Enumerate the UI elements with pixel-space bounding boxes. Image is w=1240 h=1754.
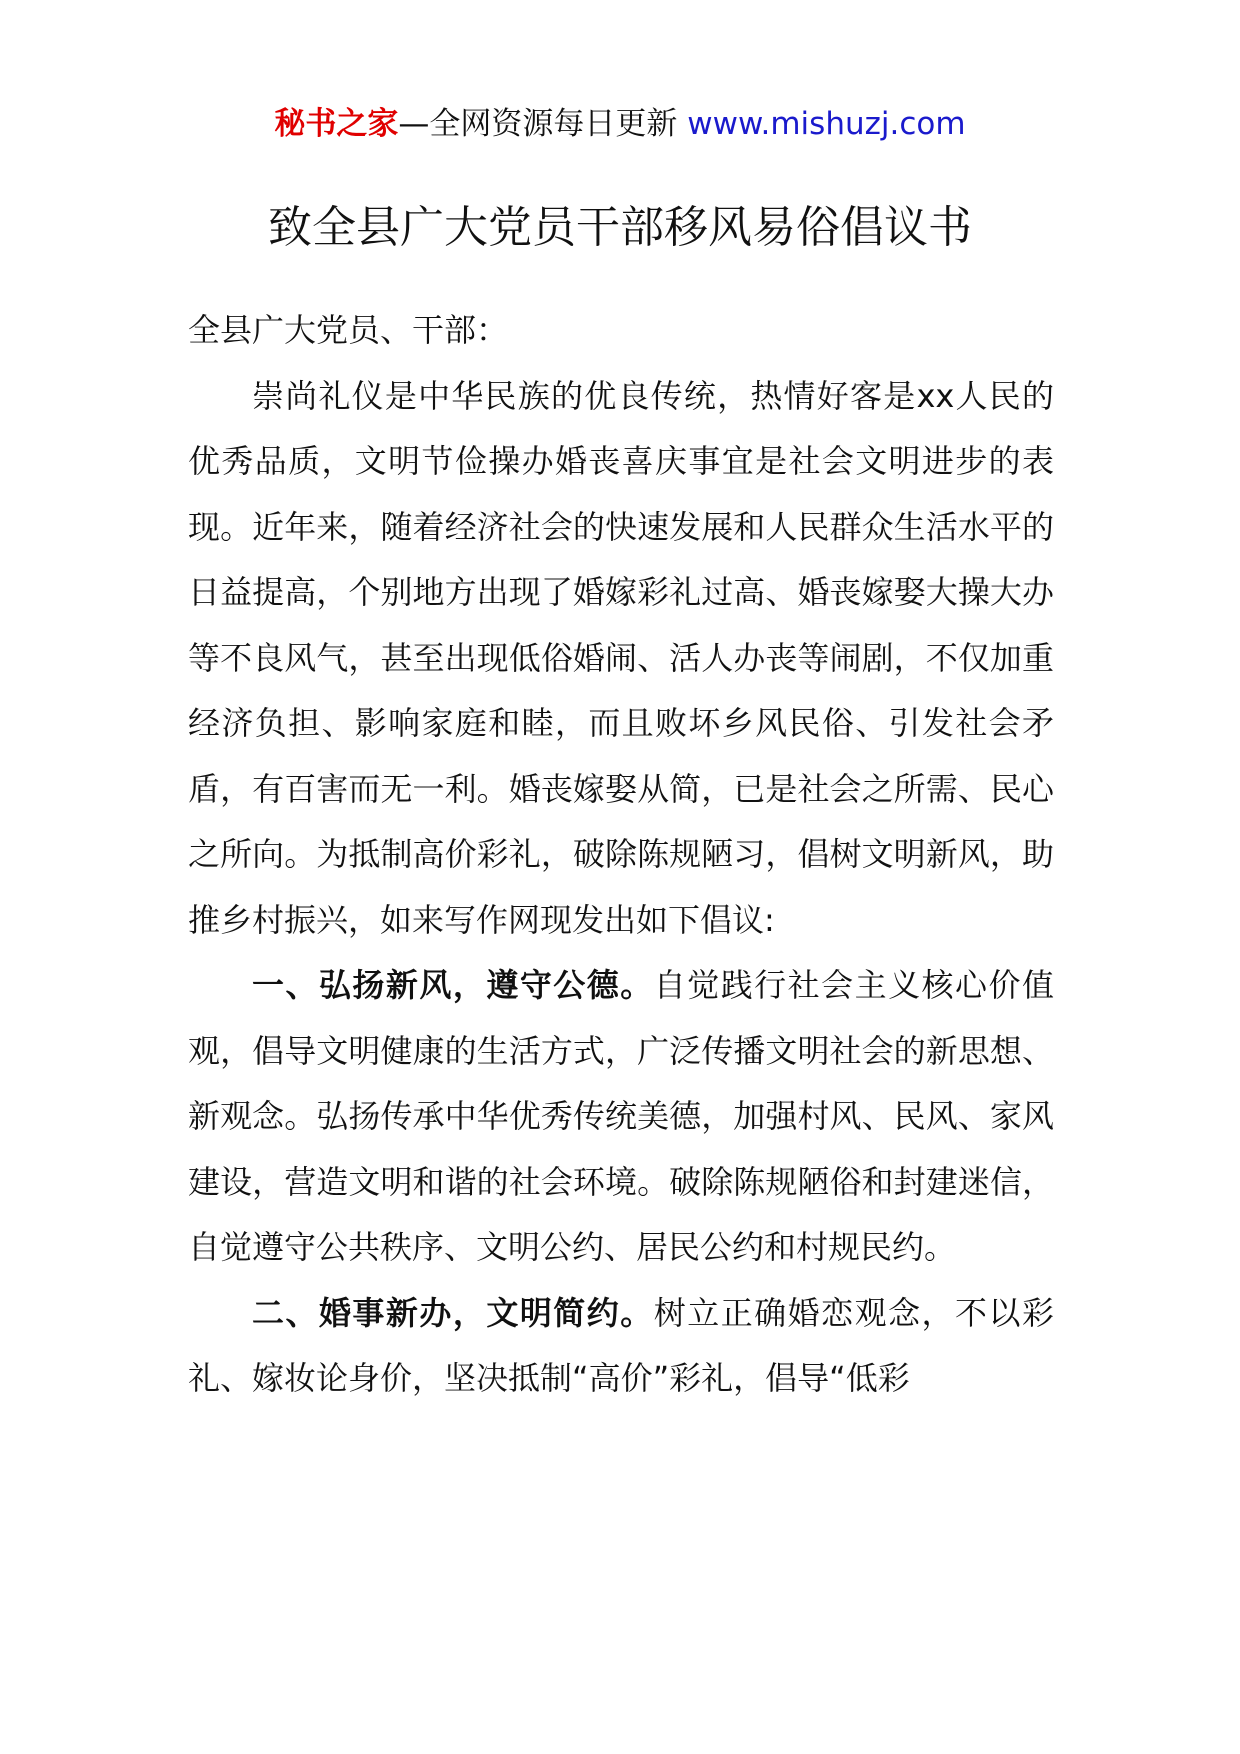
intro-paragraph: 崇尚礼仪是中华民族的优良传统，热情好客是xx人民的优秀品质，文明节俭操办婚丧喜庆事宜是社会文明进步的表现。近年来，随着经济社会的快速发展和人民群众生活水平的日益提高，个别地方出现了婚嫁彩礼过高、婚丧嫁娶大操大办等不良风气，甚至出现低俗婚闹、活人办丧等闹剧，不仅加重经济负担、影响家庭和睦，而且败坏乡风民俗、引发社会矛盾，有百害而无一利。婚丧嫁娶从简，已是社会之所需、民心之所向。为抵制高价彩礼，破除陈规陋习，倡树文明新风，助推乡村振兴，如来写作网现发出如下倡议:	[188, 376, 1054, 939]
site-url-link[interactable]: www.mishuzj.com	[687, 106, 966, 142]
site-brand: 秘书之家	[274, 106, 399, 142]
site-slogan: —全网资源每日更新	[398, 106, 678, 142]
section-text: 自觉践行社会主义核心价值观，倡导文明健康的生活方式，广泛传播文明社会的新思想、新观念。弘扬传承中华优秀传统美德，加强村风、民风、家风建设，营造文明和谐的社会环境。破除陈规陋俗和封建迷信，自觉遵守公共秩序、文明公约、居民公约和村规民约。	[188, 966, 1054, 1266]
section-lead: 二、婚事新办，文明简约。	[252, 1293, 654, 1332]
site-header	[0, 104, 1240, 144]
document-title: 致全县广大党员干部移风易俗倡议书	[268, 202, 972, 253]
section-paragraph	[188, 953, 1054, 1281]
section-paragraph	[188, 1281, 1054, 1412]
section-lead: 一、弘扬新风，遵守公德。	[252, 966, 654, 1004]
document-body	[188, 298, 1054, 1412]
salutation: 全县广大党员、干部：	[188, 311, 509, 349]
section-text: 树立正确婚恋观念，不以彩礼、嫁妆论身价，坚决抵制“高价”彩礼，倡导“低彩	[188, 1293, 1054, 1397]
